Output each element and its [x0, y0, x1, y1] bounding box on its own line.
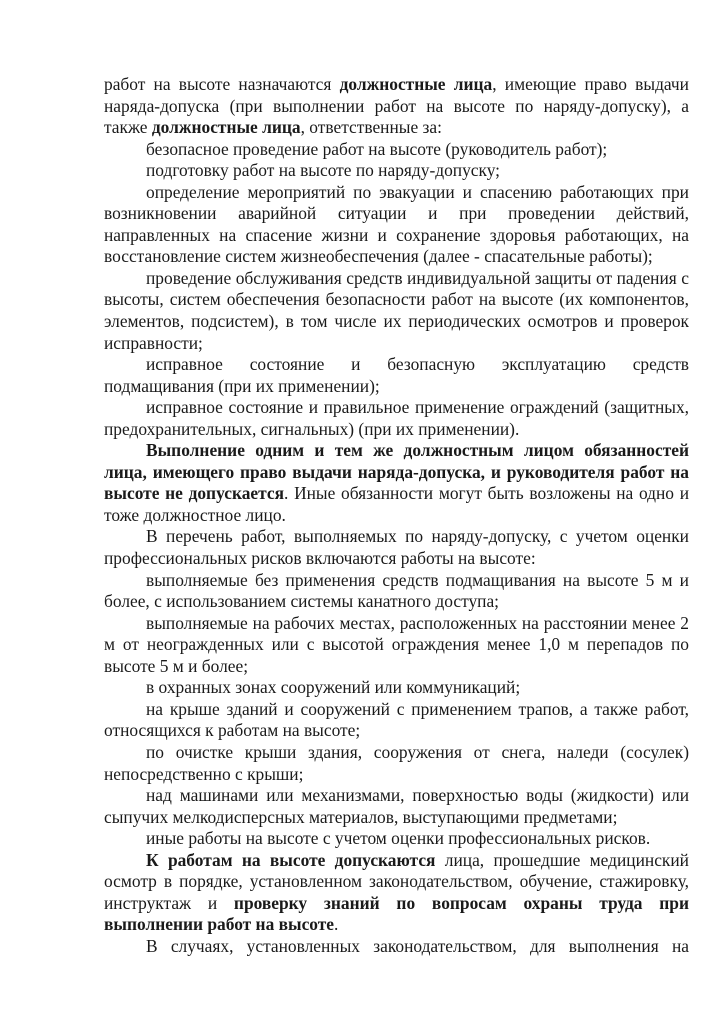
paragraph: [104, 74, 689, 139]
paragraph: [104, 268, 689, 354]
paragraph: [104, 785, 689, 828]
document-page: [104, 74, 689, 957]
paragraph: [104, 160, 689, 182]
bold-text-run: Выполнение одним и тем же должностным лицом обязанностей лица, имеющего право выдачи наряда-допуска, и руководителя работ на высоте не допускается: [104, 440, 689, 504]
text-run: , ответственные за:: [300, 117, 442, 138]
text-run: исправное состояние и безопасную эксплуатацию средств подмащивания (при их применении);: [104, 354, 689, 396]
paragraph: [104, 677, 689, 699]
text-run: иные работы на высоте с учетом оценки профессиональных рисков.: [146, 828, 651, 849]
paragraph: [104, 440, 689, 526]
paragraph: [104, 699, 689, 742]
text-run: проведение обслуживания средств индивидуальной защиты от падения с высоты, систем обеспечения безопасности работ на высоте (их компонентов, элементов, подсистем), в том числе их периодических осмотров и проверок исправности;: [104, 267, 689, 353]
paragraph: [104, 828, 689, 850]
text-run: в охранных зонах сооружений или коммуникаций;: [146, 677, 521, 698]
text-run: работ на высоте назначаются: [104, 74, 340, 94]
paragraph: [104, 936, 689, 958]
text-run: лица, прошедшие медицинский осмотр в порядке, установленном законодательством, обучение, стажировку, инструктаж и: [104, 849, 689, 913]
paragraph: [104, 526, 689, 569]
text-run: над машинами или механизмами, поверхностью воды (жидкости) или сыпучих мелкодисперсных материалов, выступающими предметами;: [104, 785, 689, 827]
text-run: В перечень работ, выполняемых по наряду-допуску, с учетом оценки профессиональных рисков включаются работы на высоте:: [104, 526, 689, 569]
text-run: на крыше зданий и сооружений с применением трапов, а также работ, относящихся к работам на высоте;: [104, 698, 689, 741]
bold-text-run: К работам на высоте допускаются: [146, 849, 436, 870]
text-run: выполняемые без применения средств подмащивания на высоте 5 м и более, с использованием системы канатного доступа;: [104, 569, 689, 612]
bold-text-run: должностные лица: [339, 74, 493, 94]
text-run: подготовку работ на высоте по наряду-допуску;: [146, 160, 501, 181]
paragraph: [104, 570, 689, 613]
paragraph: [104, 742, 689, 785]
text-run: В случаях, установленных законодательством, для выполнения на: [146, 935, 689, 956]
paragraph: [104, 850, 689, 936]
text-run: определение мероприятий по эвакуации и спасению работающих при возникновении аварийной ситуации и при проведении действий, направленных на спасение жизни и сохранение здоровья работающих, на восстановление систем жизнеобеспечения (далее - спасательные работы);: [104, 181, 689, 267]
text-run: выполняемые на рабочих местах, расположенных на расстоянии менее 2 м от неогражденных или с высотой ограждения менее 1,0 м перепадов по высоте 5 м и более;: [104, 612, 689, 676]
text-run: .: [334, 914, 339, 935]
bold-text-run: должностные лица: [151, 117, 301, 138]
text-run: безопасное проведение работ на высоте (руководитель работ);: [146, 138, 608, 159]
paragraph: [104, 397, 689, 440]
text-run: исправное состояние и правильное применение ограждений (защитных, предохранительных, сигнальных) (при их применении).: [104, 397, 689, 439]
text-run: по очистке крыши здания, сооружения от снега, наледи (сосулек) непосредственно с крыши;: [104, 741, 689, 784]
paragraph: [104, 613, 689, 678]
paragraph: [104, 354, 689, 397]
paragraph: [104, 139, 689, 161]
paragraph: [104, 182, 689, 268]
text-run: , имеющие право выдачи наряда-допуска (при выполнении работ на высоте по наряду-допуску), а также: [104, 74, 689, 138]
text-run: . Иные обязанности могут быть возложены на одно и тоже должностное лицо.: [104, 483, 690, 525]
bold-text-run: проверку знаний по вопросам охраны труда при выполнении работ на высоте: [104, 892, 689, 935]
